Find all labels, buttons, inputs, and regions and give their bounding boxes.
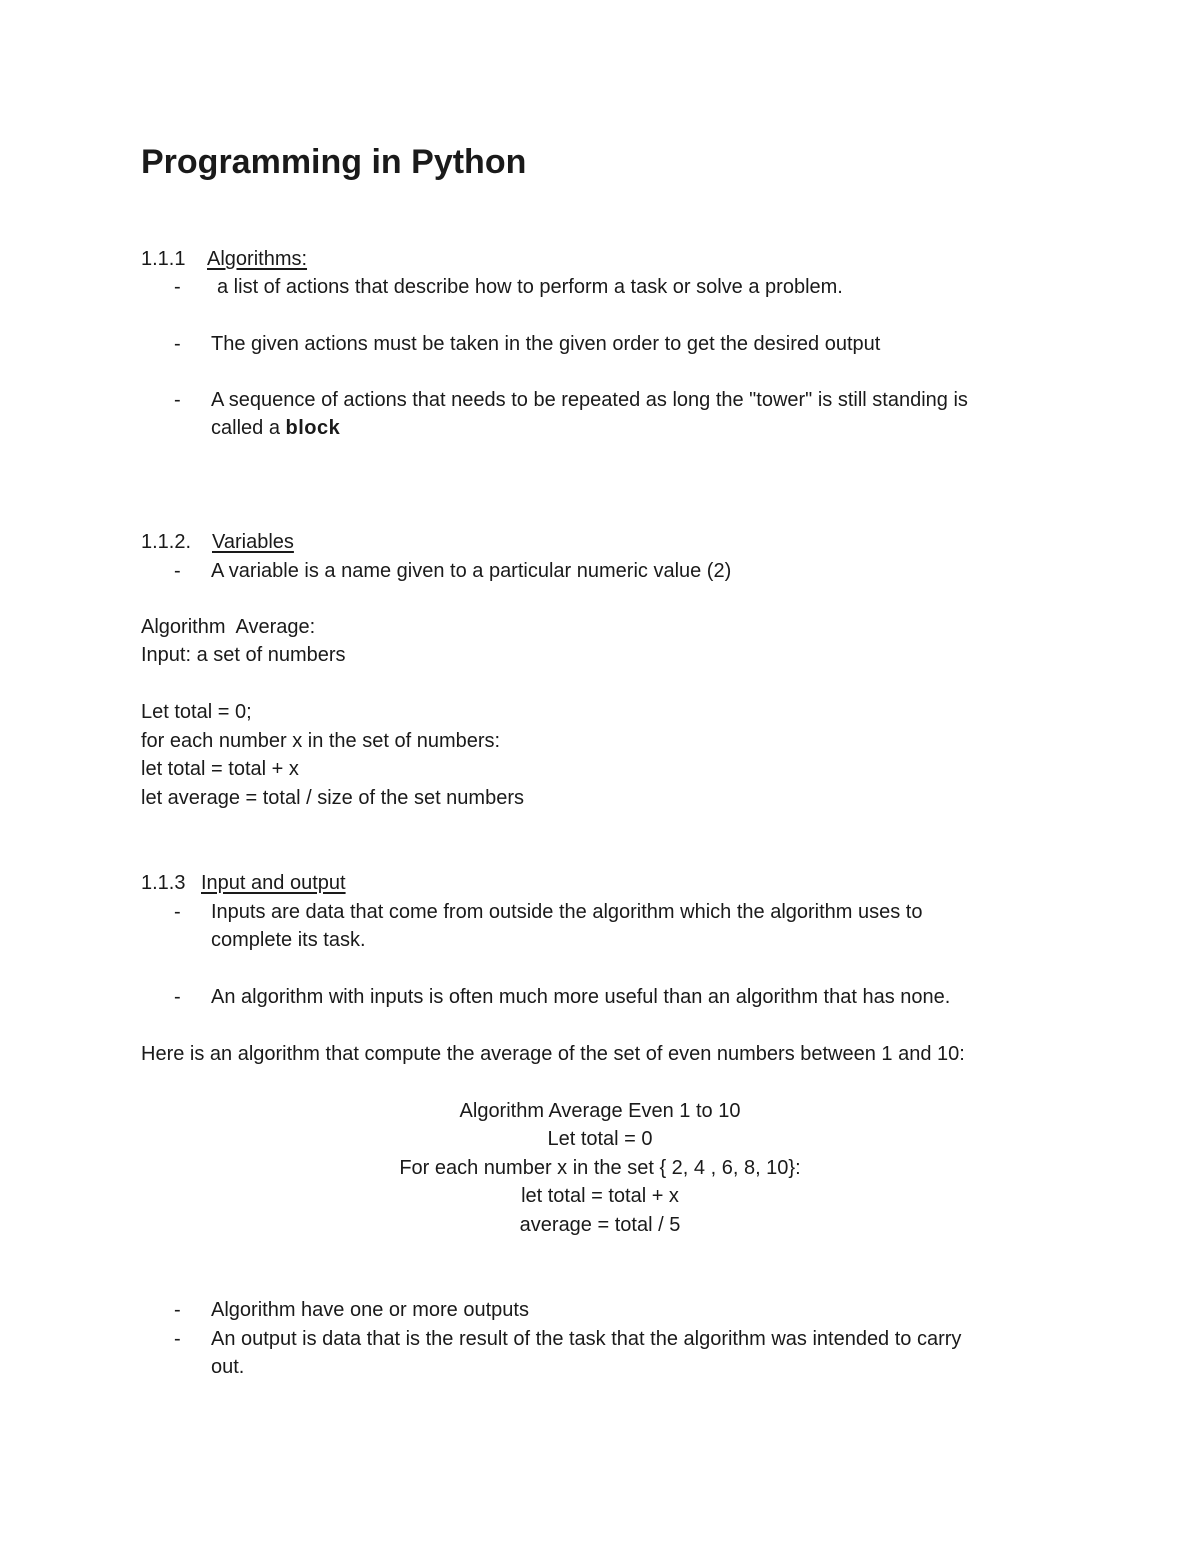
section-1-bullet-1: a list of actions that describe how to perform a task or solve a problem. [217,276,843,298]
section-2-heading: Variables [212,531,294,553]
section-1-number: 1.1.1 [141,248,186,270]
bullet-dash: - [174,276,181,298]
centered-algorithm-line: Let total = 0 [547,1128,653,1150]
algorithm-line: Algorithm Average: [141,616,316,638]
algorithm-line: Let total = 0; [141,701,252,723]
algorithm-line: Input: a set of numbers [141,644,346,666]
centered-algorithm-line: average = total / 5 [519,1214,681,1236]
section-1-heading: Algorithms: [207,248,308,270]
bullet-dash: - [174,1299,181,1321]
page-title: Programming in Python [141,143,527,181]
intro-paragraph: Here is an algorithm that compute the average of the set of even numbers between 1 and 10: [141,1043,965,1065]
bullet-dash: - [174,986,181,1008]
section-3-bullet-1-cont: complete its task. [211,929,366,951]
algorithm-line: for each number x in the set of numbers: [141,730,501,752]
centered-algorithm-line: Algorithm Average Even 1 to 10 [459,1100,741,1122]
bullet-dash: - [174,560,181,582]
section-3-number: 1.1.3 [141,872,186,894]
bullet-dash: - [174,1328,181,1350]
algorithm-line: let average = total / size of the set numbers [141,787,524,809]
bullet-dash: - [174,333,181,355]
section-3-output-bullet-1: Algorithm have one or more outputs [211,1299,529,1321]
section-2-bullet-1: A variable is a name given to a particular numeric value (2) [211,560,732,582]
section-3-bullet-2: An algorithm with inputs is often much more useful than an algorithm that has none. [211,986,951,1008]
section-3-output-bullet-2: An output is data that is the result of the task that the algorithm was intended to carry [211,1328,962,1350]
section-3-bullet-1: Inputs are data that come from outside the algorithm which the algorithm uses to [211,901,923,923]
centered-algorithm-line: For each number x in the set { 2, 4 , 6, 8, 10}: [399,1157,801,1179]
bullet-dash: - [174,901,181,923]
section-3-heading: Input and output [201,872,346,894]
centered-algorithm-line: let total = total + x [521,1185,679,1207]
section-1-bullet-3-cont-text: called a [211,417,286,439]
algorithm-line: let total = total + x [141,758,299,780]
section-2-number: 1.1.2. [141,531,192,553]
section-1-bullet-3-cont [211,414,340,442]
bullet-dash: - [174,389,181,411]
section-3-output-bullet-2-cont: out. [211,1356,245,1378]
bold-term: block [285,417,341,439]
section-1-bullet-2: The given actions must be taken in the given order to get the desired output [211,333,881,355]
section-1-bullet-3: A sequence of actions that needs to be repeated as long the "tower" is still standing is [211,389,968,411]
